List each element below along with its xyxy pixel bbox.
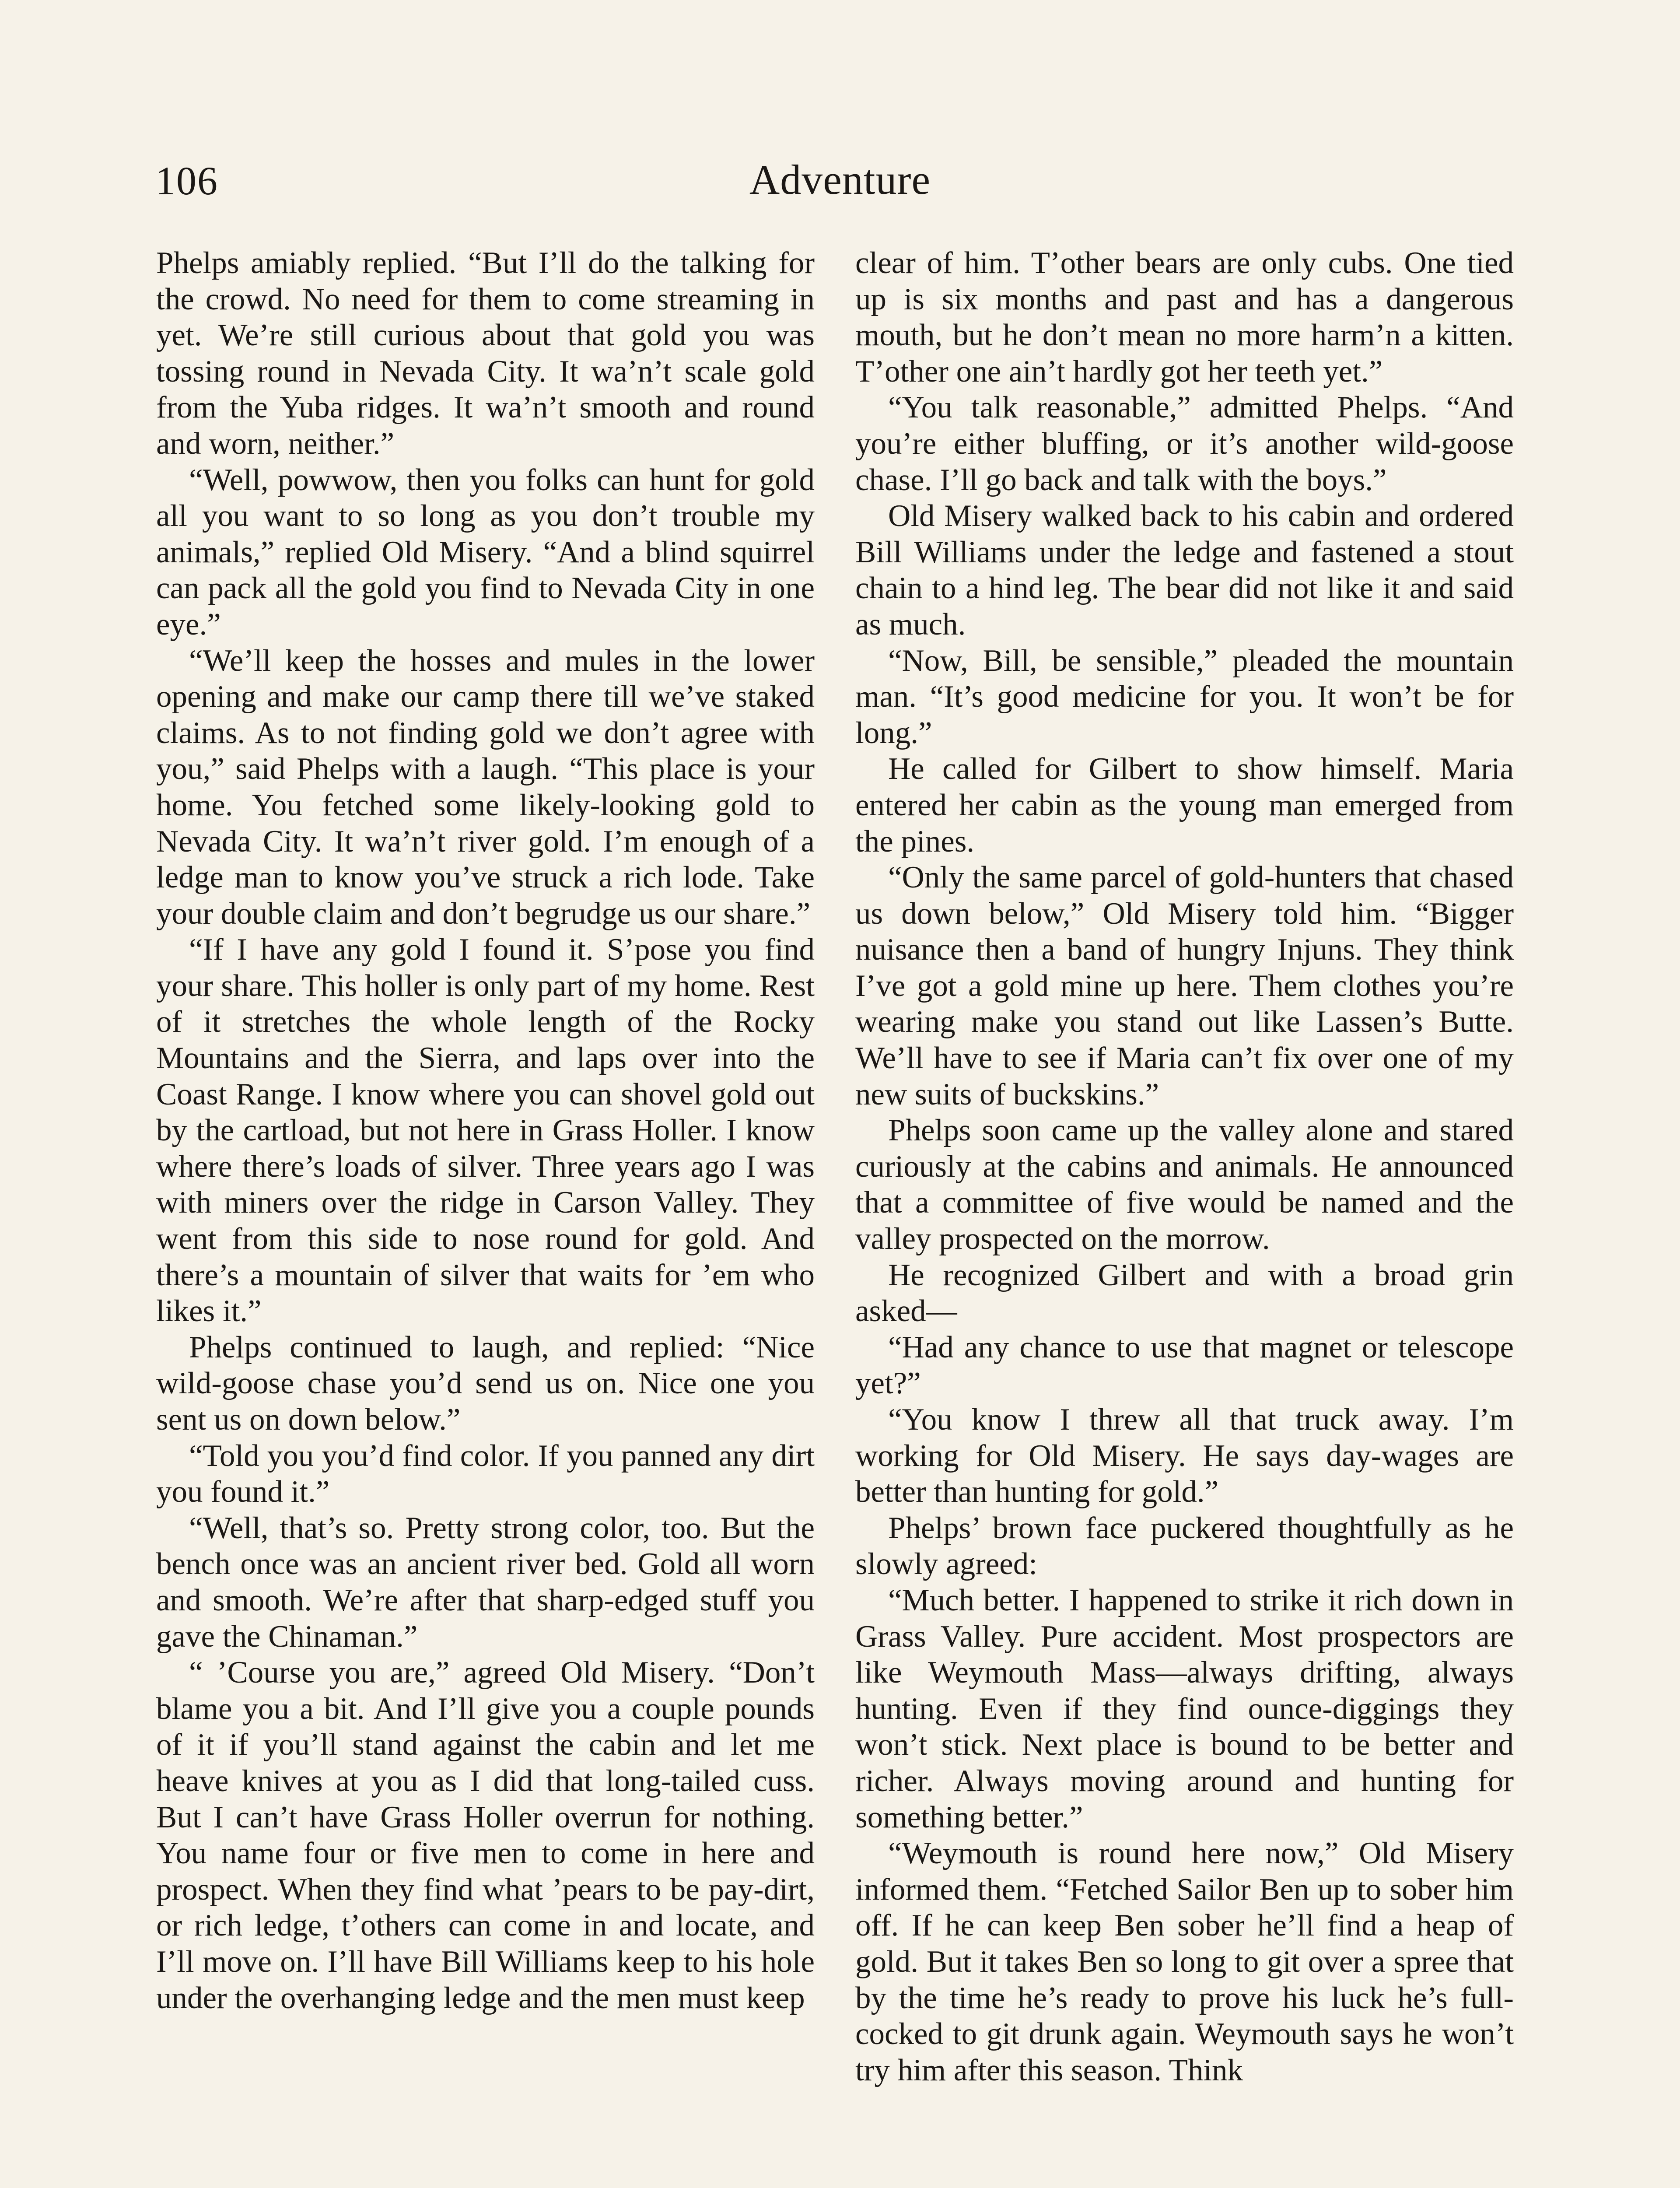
paragraph: “Told you you’d find color. If you panned any dirt you found it.” bbox=[156, 1438, 815, 1509]
running-head-title: Adventure bbox=[749, 156, 931, 203]
paragraph: “You talk reasonable,” admitted Phelps. “And you’re either bluffing, or it’s another wild-goose chase. I’ll go back and talk with the boys.” bbox=[855, 390, 1514, 497]
paragraph: clear of him. T’other bears are only cubs. One tied up is six months and past and has a dangerous mouth, but he don’t mean no more harm’n a kitten. T’other one ain’t hardly got her teeth yet.” bbox=[855, 246, 1514, 389]
paragraph: “Had any chance to use that magnet or telescope yet?” bbox=[855, 1330, 1514, 1401]
paragraph: Old Misery walked back to his cabin and ordered Bill Williams under the ledge and fastened a stout chain to a hind leg. The bear did not like it and said as much. bbox=[855, 499, 1514, 642]
paragraph: Phelps soon came up the valley alone and stared curiously at the cabins and animals. He announced that a committee of five would be named and the valley prospected on the morrow. bbox=[855, 1113, 1514, 1256]
paragraph: “ ’Course you are,” agreed Old Misery. “Don’t blame you a bit. And I’ll give you a couple pounds of it if you’ll stand against the cabin and let me heave knives at you as I did that long-tailed cuss. But I can’t have Grass Holler overrun for nothing. You name four or five men to come in here and prospect. When they find what ’pears to be pay-dirt, or rich ledge, t’others can come in and locate, and I’ll move on. I’ll have Bill Williams keep to his hole under the overhanging ledge and the men must keep bbox=[156, 1655, 815, 2015]
paragraph: “Now, Bill, be sensible,” pleaded the mountain man. “It’s good medicine for you. It won’t be for long.” bbox=[855, 643, 1514, 750]
paragraph: “We’ll keep the hosses and mules in the lower opening and make our camp there till we’ve staked claims. As to not finding gold we don’t agree with you,” said Phelps with a laugh. “This place is your home. You fetched some likely-looking gold to Nevada City. It wa’n’t river gold. I’m enough of a ledge man to know you’ve struck a rich lode. Take your double claim and don’t begrudge us our share.” bbox=[156, 643, 815, 931]
paragraph: “Well, that’s so. Pretty strong color, too. But the bench once was an ancient river bed. Gold all worn and smooth. We’re after that sharp-edged stuff you gave the Chinaman.” bbox=[156, 1511, 815, 1654]
left-column bbox=[156, 245, 815, 2016]
paragraph: He called for Gilbert to show himself. Maria entered her cabin as the young man emerged from the pines. bbox=[855, 752, 1514, 859]
paragraph: Phelps continued to laugh, and replied: “Nice wild-goose chase you’d send us on. Nice one you sent us on down below.” bbox=[156, 1330, 815, 1437]
paragraph: “Much better. I happened to strike it rich down in Grass Valley. Pure accident. Most prospectors are like Weymouth Mass—always drifting, always hunting. Even if they find ounce-diggings they won’t stick. Next place is bound to be better and richer. Always moving around and hunting for something better.” bbox=[855, 1583, 1514, 1834]
paragraph: “You know I threw all that truck away. I’m working for Old Misery. He says day-wages are better than hunting for gold.” bbox=[855, 1403, 1514, 1509]
paragraph: Phelps’ brown face puckered thoughtfully as he slowly agreed: bbox=[855, 1511, 1514, 1581]
paragraph: Phelps amiably replied. “But I’ll do the talking for the crowd. No need for them to come streaming in yet. We’re still curious about that gold you was tossing round in Nevada City. It wa’n’t scale gold from the Yuba ridges. It wa’n’t smooth and round and worn, neither.” bbox=[156, 246, 815, 461]
paragraph: “Well, powwow, then you folks can hunt for gold all you want to so long as you don’t trouble my animals,” replied Old Misery. “And a blind squirrel can pack all the gold you find to Nevada City in one eye.” bbox=[156, 463, 815, 642]
paragraph: “Only the same parcel of gold-hunters that chased us down below,” Old Misery told him. “Bigger nuisance then a band of hungry Injuns. They think I’ve got a gold mine up here. Them clothes you’re wearing make you stand out like Lassen’s Butte. We’ll have to see if Maria can’t fix over one of my new suits of buckskins.” bbox=[855, 860, 1514, 1112]
right-column bbox=[855, 245, 1514, 2088]
paragraph: “Weymouth is round here now,” Old Misery informed them. “Fetched Sailor Ben up to sober him off. If he can keep Ben sober he’ll find a heap of gold. But it takes Ben so long to git over a spree that by the time he’s ready to prove his luck he’s full-cocked to git drunk again. Weymouth says he won’t try him after this season. Think bbox=[855, 1836, 1514, 2087]
paragraph: He recognized Gilbert and with a broad grin asked— bbox=[855, 1258, 1514, 1329]
page-number: 106 bbox=[155, 158, 218, 203]
paragraph: “If I have any gold I found it. S’pose you find your share. This holler is only part of my home. Rest of it stretches the whole length of the Rocky Mountains and the Sierra, and laps over into the Coast Range. I know where you can shovel gold out by the cartload, but not here in Grass Holler. I know where there’s loads of silver. Three years ago I was with miners over the ridge in Carson Valley. They went from this side to nose round for gold. And there’s a mountain of silver that waits for ’em who likes it.” bbox=[156, 933, 815, 1329]
